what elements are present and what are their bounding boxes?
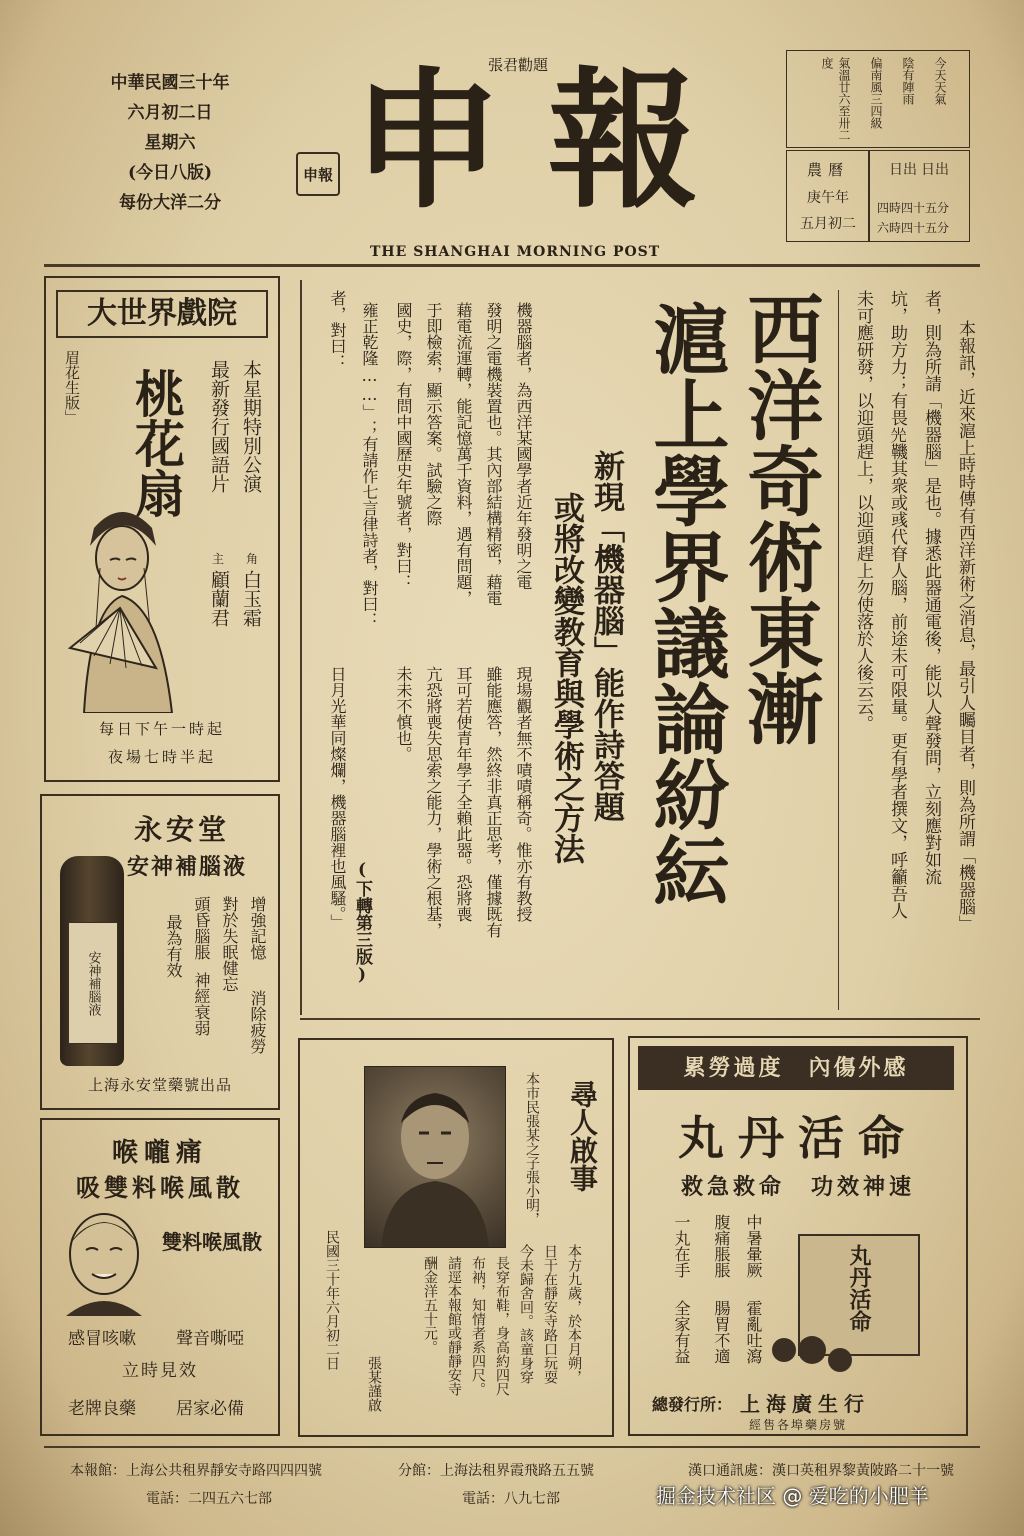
lunar-date: 五月初二 bbox=[800, 216, 856, 232]
sunset-label: 日出 bbox=[921, 162, 949, 178]
pill-tagline: 救急救命 功效神速 bbox=[680, 1174, 915, 1200]
tonic-claim: 神經衰弱 bbox=[192, 972, 211, 1036]
pill-claim: 一丸在手 bbox=[672, 1214, 691, 1278]
lead-label: 主 bbox=[212, 552, 225, 566]
headline-secondary: 滬上學界議論紛紜 bbox=[641, 300, 730, 908]
footer-rule bbox=[44, 1446, 980, 1448]
tonic-claim: 最為有效 bbox=[164, 914, 183, 978]
throat-footer: 老牌良藥 bbox=[68, 1399, 136, 1419]
body-col-lower: 未未不慎也。 bbox=[394, 666, 413, 762]
date-block bbox=[70, 68, 270, 218]
notice-col: 本市民張某之子張小明， bbox=[524, 1072, 540, 1226]
ad-theater bbox=[44, 276, 280, 782]
film-title: 桃花扇 bbox=[127, 368, 186, 518]
body-col-lower: 雖能應答，然終非真正思考，僅據既有 bbox=[484, 666, 503, 938]
pill-distributor: 上海廣生行 bbox=[740, 1392, 870, 1416]
masthead-char-shen: 申 bbox=[352, 53, 503, 229]
tonic-claim: 對於失眠健忘 bbox=[220, 896, 239, 992]
notice-col: 本方九歲，於本月朔， bbox=[566, 1244, 582, 1384]
notice-col: 布衲，知情者系四尺。 bbox=[470, 1256, 486, 1396]
lead-col: 坑，助方力；有畏𠒃鞿其衆或彧代眘人腦，前途未可限量。更有學者撰文，呼籲吾人 bbox=[887, 290, 907, 919]
notice-signer: 張某謹啟 bbox=[366, 1356, 382, 1412]
lead-col: 未可應研發，以迎頭趕上，以迎頭趕上勿使落於人後云云。 bbox=[853, 290, 873, 732]
notice-col: 長穿布鞋，身高約四尺 bbox=[494, 1256, 510, 1396]
schedule-line: 夜場七時半起 bbox=[107, 748, 216, 766]
throat-claim: 立時見效 bbox=[122, 1361, 198, 1381]
masthead-seal bbox=[296, 152, 340, 196]
notice-col: 日干在靜安寺路口玩耍 bbox=[542, 1244, 558, 1384]
theater-col: 本星期特別公演 bbox=[240, 360, 262, 493]
body-col: 藉電流運轉，能記憶萬千資料，遇有問題， bbox=[454, 302, 473, 606]
pill-claim: 腹痛脹脹 bbox=[712, 1214, 731, 1278]
tonic-brand: 永安堂 bbox=[133, 813, 230, 846]
pill-name: 丸丹活命 bbox=[678, 1111, 918, 1165]
sunset-time: 六時四十五分 bbox=[877, 221, 950, 235]
actress-illustration bbox=[60, 498, 210, 713]
pill-box-label: 丸丹活命 bbox=[846, 1244, 872, 1332]
throat-product: 雙料喉風散 bbox=[162, 1230, 262, 1254]
tonic-claim: 消除疲勞 bbox=[248, 990, 267, 1054]
tonic-product: 安神補腦液 bbox=[126, 854, 247, 880]
pill-claim: 霍亂吐瀉 bbox=[744, 1300, 763, 1364]
headline-primary: 西洋奇術東漸 bbox=[735, 290, 824, 746]
pill-claim: 中暑暈厥 bbox=[744, 1214, 763, 1278]
throat-claim: 感冒咳嗽 bbox=[68, 1329, 136, 1349]
body-col-lower: 耳可若使青年學子全賴此器。恐將喪 bbox=[454, 666, 473, 922]
theater-col: 最新發行國語片 bbox=[208, 360, 230, 493]
article-bottom-rule bbox=[300, 1018, 980, 1020]
theater-side-note: 眉花生版」 bbox=[63, 350, 81, 425]
calligrapher-credit: 張君勸題 bbox=[488, 56, 549, 74]
weather-box bbox=[786, 50, 970, 148]
body-col-lower: 亢恐將喪失思索之能力，學術之根基， bbox=[424, 666, 443, 938]
boy-photo bbox=[364, 1066, 506, 1248]
ad-pill bbox=[628, 1036, 968, 1436]
footer-office-main: 本報館：上海公共租界靜安寺路四四四號 bbox=[70, 1463, 322, 1479]
ad-tonic bbox=[40, 794, 280, 1110]
article-divider bbox=[300, 280, 302, 1015]
star-name: 白玉霜 bbox=[240, 570, 262, 627]
body-col: 雍正乾隆……」；有請作七言律詩者，對曰： bbox=[360, 302, 379, 628]
throat-footer: 居家必備 bbox=[176, 1399, 244, 1419]
pill-ball bbox=[828, 1348, 852, 1372]
weather-text: 偏南風三四級 bbox=[869, 57, 883, 129]
pill-banner-text: 累勞過度 內傷外感 bbox=[683, 1055, 909, 1081]
date-line: 中華民國三十年 bbox=[110, 73, 230, 93]
date-line: (今日八版) bbox=[127, 163, 213, 183]
lead-divider bbox=[838, 290, 839, 1010]
pill-ball bbox=[798, 1336, 826, 1364]
footer-office-main-phone: 電話：二四五六七部 bbox=[146, 1491, 272, 1507]
schedule-line: 每日下午一時起 bbox=[98, 720, 225, 738]
tonic-bottle-label bbox=[68, 922, 118, 1044]
pill-claim: 全家有益 bbox=[672, 1300, 691, 1364]
pill-ball bbox=[772, 1338, 796, 1362]
lead-col: 者，則為所請「機器腦」是也。據悉此器通電後，能以人聲發問，立刻應對如流 bbox=[921, 290, 941, 885]
role-label: 角 bbox=[246, 552, 259, 566]
body-col-lower: 現場觀者無不嘖嘖稱奇。惟亦有教授 bbox=[514, 666, 533, 922]
tonic-claim: 增強記憶 bbox=[248, 896, 267, 960]
sunrise-box bbox=[868, 150, 970, 242]
weather-text: 今天天氣 bbox=[933, 57, 947, 105]
throat-line1: 喉嚨痛 bbox=[111, 1138, 208, 1168]
date-line: 每份大洋二分 bbox=[119, 193, 221, 213]
body-col: 發明之電機裝置也。其內部結構精密，藉電 bbox=[484, 302, 503, 606]
body-col: 于即檢索，顯示答案。試驗之際 bbox=[424, 302, 443, 526]
body-col: 國史，際，有問中國歷史年號者，對曰： bbox=[394, 302, 413, 590]
pill-claim: 腸胃不適 bbox=[712, 1300, 731, 1364]
lunar-year: 庚午年 bbox=[807, 190, 849, 206]
notice-date: 民國三十年六月初二日 bbox=[324, 1230, 340, 1370]
notice-col: 酬金洋五十元。 bbox=[422, 1256, 438, 1354]
missing-person-notice bbox=[298, 1038, 614, 1437]
throat-claim: 聲音嘶啞 bbox=[176, 1329, 244, 1349]
footer-office-hankou: 漢口通訊處：漢口英租界黎黃陂路二十一號 bbox=[688, 1463, 954, 1479]
lead-col: 本報訊，近來滬上時時傳有西洋新術之消息，最引人矚目者，則為所謂「機器腦」 bbox=[955, 320, 975, 932]
subhead: 新現「機器腦」能作詩答題 bbox=[588, 450, 624, 822]
subhead: 或將改變教育與學術之方法 bbox=[548, 492, 584, 864]
calendar-box bbox=[786, 150, 870, 242]
date-line: 六月初二日 bbox=[127, 103, 213, 123]
notice-col: 請逕本報館或靜靜安寺 bbox=[446, 1256, 462, 1396]
masthead-rule bbox=[44, 264, 980, 267]
tonic-claim: 頭昏腦脹 bbox=[192, 896, 211, 960]
tonic-maker: 上海永安堂藥號出品 bbox=[87, 1076, 232, 1094]
masthead-subtitle: THE SHANGHAI MORNING POST bbox=[370, 244, 661, 260]
seal-text: 申報 bbox=[302, 165, 333, 184]
date-line: 星期六 bbox=[144, 133, 196, 153]
body-col: 機器腦者，為西洋某國學者近年發明之電 bbox=[514, 302, 533, 590]
sunrise-label: 日出 bbox=[889, 162, 917, 178]
watermark: 掘金技术社区 @ 爱吃的小肥羊 bbox=[656, 1484, 929, 1508]
weather-text: 陰有陣雨 bbox=[901, 57, 915, 105]
footer-office-branch: 分館：上海法租界霞飛路五五號 bbox=[398, 1463, 594, 1479]
body-col: 者，對曰： bbox=[328, 290, 347, 370]
masthead-char-bao: 報 bbox=[548, 53, 699, 229]
notice-col: 今未歸舍回。該童身穿 bbox=[518, 1244, 534, 1384]
star-name: 顧蘭君 bbox=[208, 570, 230, 627]
pill-retail: 經售各埠藥房號 bbox=[748, 1418, 847, 1432]
poem-line: 日月光華同燦爛，機器腦裡也風騷。」 bbox=[328, 666, 347, 930]
throat-line2: 吸雙料喉風散 bbox=[76, 1173, 244, 1202]
bottle-label-text: 安神補腦液 bbox=[85, 950, 101, 1016]
boy-portrait-illustration bbox=[365, 1067, 505, 1247]
pill-distributor-label: 總發行所： bbox=[652, 1395, 733, 1414]
footer-office-branch-phone: 電話：八九七部 bbox=[462, 1491, 560, 1507]
lunar-label: 農曆 bbox=[806, 161, 849, 179]
notice-title: 尋人啟事 bbox=[566, 1080, 599, 1192]
ad-throat bbox=[40, 1118, 280, 1436]
weather-text: 氣溫廿六至卅二度 bbox=[820, 57, 851, 141]
continued-note: (下轉第三版) bbox=[352, 860, 372, 985]
theater-name: 大世界戲院 bbox=[56, 290, 268, 338]
sunrise-time: 四時四十五分 bbox=[877, 201, 950, 215]
man-portrait-illustration bbox=[56, 1206, 152, 1316]
pill-banner bbox=[638, 1046, 954, 1090]
